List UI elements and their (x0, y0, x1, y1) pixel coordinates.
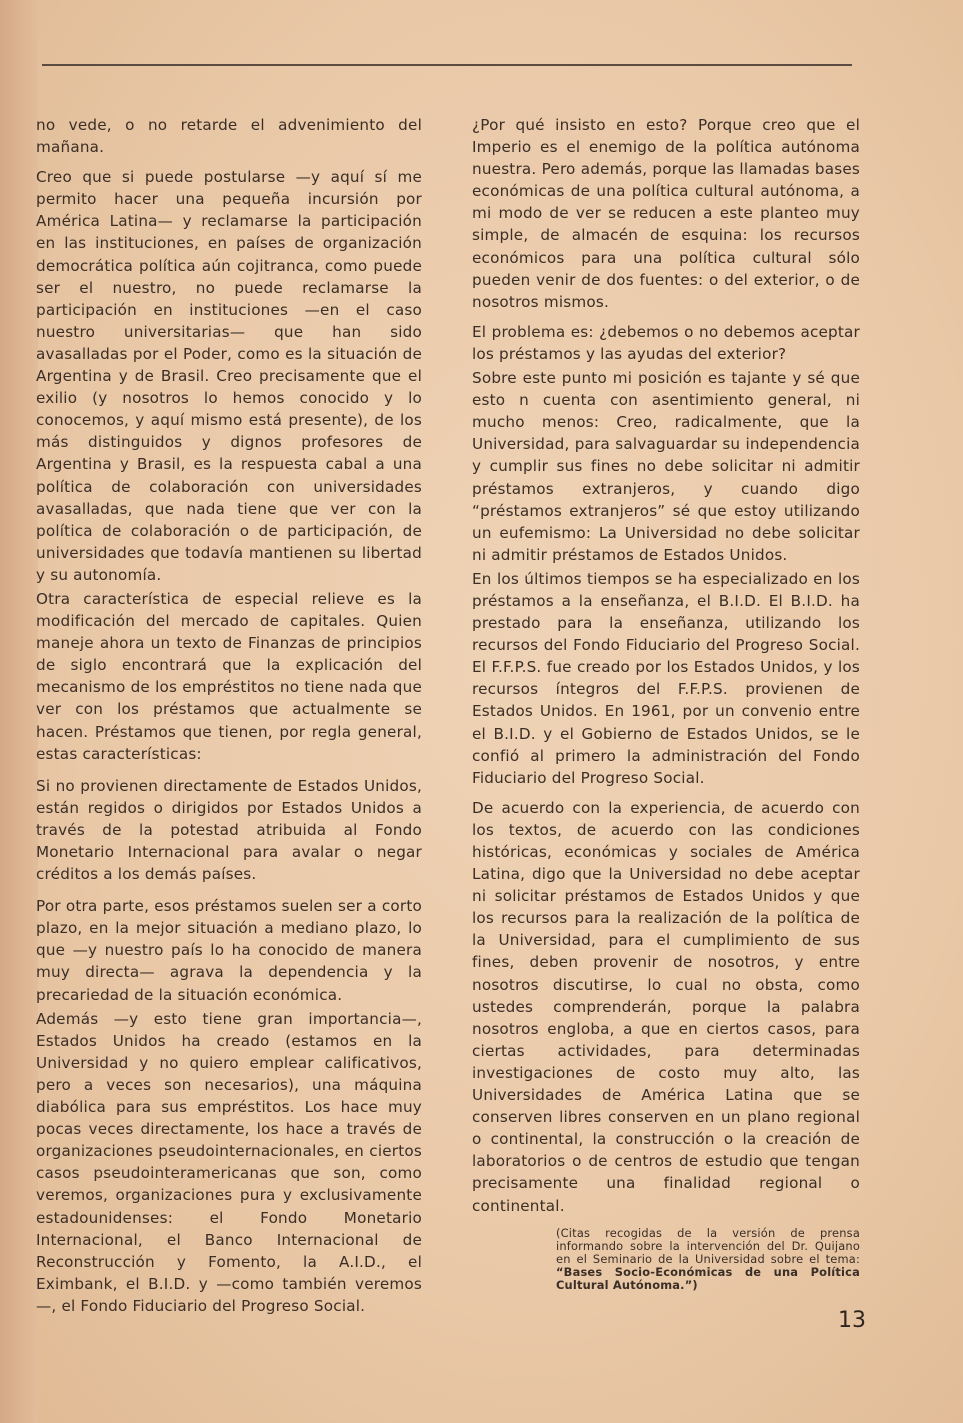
left-paragraph-2: Creo que si puede postularse —y aquí sí me permito hacer una pequeña incursión por América Latina— y reclamarse la participación en las instituciones, en países de organización democrática política aún cojitranca, como puede ser el nuestro, no puede reclamarse la participación en instituciones —en el caso nuestro universitarias— que han sido avasalladas por el Poder, como es la situación de Argentina y de Brasil. Creo precisamente que el exilio (y nosotros lo hemos conocido y lo conocemos, y aquí mismo está presente), de los más distinguidos y dignos profesores de Argentina y Brasil, es la respuesta cabal a una política de colaboración con universidades avasalladas, que nada tiene que ver con la política de colaboración o de participación, de universidades que todavía mantienen su libertad y su autonomía. (36, 168, 422, 584)
left-paragraph-1: no vede, o no retarde el advenimiento del mañana. (36, 116, 422, 157)
citation-note (556, 1227, 860, 1292)
right-paragraph-1: ¿Por qué insisto en esto? Porque creo que el Imperio es el enemigo de la política autónoma nuestra. Pero además, porque las llamadas bases económicas de una política cultural autónoma, a mi modo de ver se reducen a este planteo muy simple, de almacén de esquina: los recursos económicos para una política cultural sólo pueden venir de dos fuentes: o del exterior, o de nosotros mismos. (472, 116, 860, 311)
page-number: 13 (838, 1308, 866, 1333)
right-paragraph-5: De acuerdo con la experiencia, de acuerdo con los textos, de acuerdo con las condiciones históricas, económicas y sociales de América Latina, digo que la Universidad no debe aceptar ni solicitar préstamos de Estados Unidos y que los recursos para la realización de la política de la Universidad, para el cumplimiento de sus fines, deben provenir de nosotros, y entre nosotros discutirse, lo cual no obsta, como ustedes comprenderán, porque la palabra nosotros engloba, a que en ciertos casos, para ciertas actividades, para determinadas investigaciones de costo muy alto, las Universidades de América Latina que se conserven libres conserven en un plano regional o continental, la construcción o la creación de laboratorios o de centros de estudio que tengan precisamente una finalidad regional o continental. (472, 798, 860, 1215)
citation-intro: (Citas recogidas de la versión de prensa informando sobre la intervención del Dr. Quijano en el Seminario de la Universidad sobre el tema: (556, 1225, 860, 1266)
left-column (36, 114, 422, 1325)
left-paragraph-6: Además —y esto tiene gran importancia—, Estados Unidos ha creado (estamos en la Universidad y no quiero emplear calificativos, pero a veces son necesarios), una máquina diabólica para sus empréstitos. Los hace muy pocas veces directamente, los hace a través de organizaciones pseudointernacionales, en ciertos casos pseudointeramericanas que son, como veremos, organizaciones pura y exclusivamente estadounidenses: el Fondo Monetario Internacional, el Banco Internacional de Reconstrucción y Fomento, la A.I.D., el Eximbank, el B.I.D. y —como también veremos—, el Fondo Fiduciario del Progreso Social. (36, 1009, 422, 1315)
citation-title: “Bases Socio-Económicas de una Política Cultural Autónoma.”) (556, 1264, 860, 1292)
right-paragraph-4: En los últimos tiempos se ha especializado en los préstamos a la enseñanza, el B.I.D. El B.I.D. ha prestado para la enseñanza, utilizando los recursos del Fondo Fiduciario del Progreso Social. El F.F.P.S. fue creado por los Estados Unidos, y los recursos íntegros del F.F.P.S. provienen de Estados Unidos. En 1961, por un convenio entre el B.I.D. y el Gobierno de Estados Unidos, se le confió al primero la administración del Fondo Fiduciario del Progreso Social. (472, 569, 860, 787)
header-rule (42, 64, 852, 66)
right-column (472, 114, 860, 1292)
left-paragraph-3: Otra característica de especial relieve es la modificación del mercado de capitales. Quien maneje ahora un texto de Finanzas de principios de siglo encontrará que la explicación del mecanismo de los empréstitos no tiene nada que ver con los préstamos que actualmente se hacen. Préstamos que tienen, por regla general, estas características: (36, 589, 422, 763)
right-paragraph-2: El problema es: ¿debemos o no debemos aceptar los préstamos y las ayudas del exterior? (472, 322, 860, 363)
page-spine-shadow (0, 0, 38, 1423)
left-paragraph-5: Por otra parte, esos préstamos suelen ser a corto plazo, en la mejor situación a mediano plazo, lo que —y nuestro país lo ha conocido de manera muy directa— agrava la dependencia y la precariedad de la situación económica. (36, 897, 422, 1004)
right-paragraph-3: Sobre este punto mi posición es tajante y sé que esto n cuenta con asentimiento general, ni mucho menos: Creo, radicalmente, que la Universidad, para salvaguardar su independencia y cumplir sus fines no debe solicitar ni admitir préstamos extranjeros, y cuando digo “préstamos extranjeros” sé que estoy utilizando un eufemismo: La Universidad no debe solicitar ni admitir préstamos de Estados Unidos. (472, 369, 860, 564)
left-paragraph-4: Si no provienen directamente de Estados Unidos, están regidos o dirigidos por Estados Unidos a través de la potestad atribuida al Fondo Monetario Internacional para avalar o negar créditos a los demás países. (36, 776, 422, 884)
